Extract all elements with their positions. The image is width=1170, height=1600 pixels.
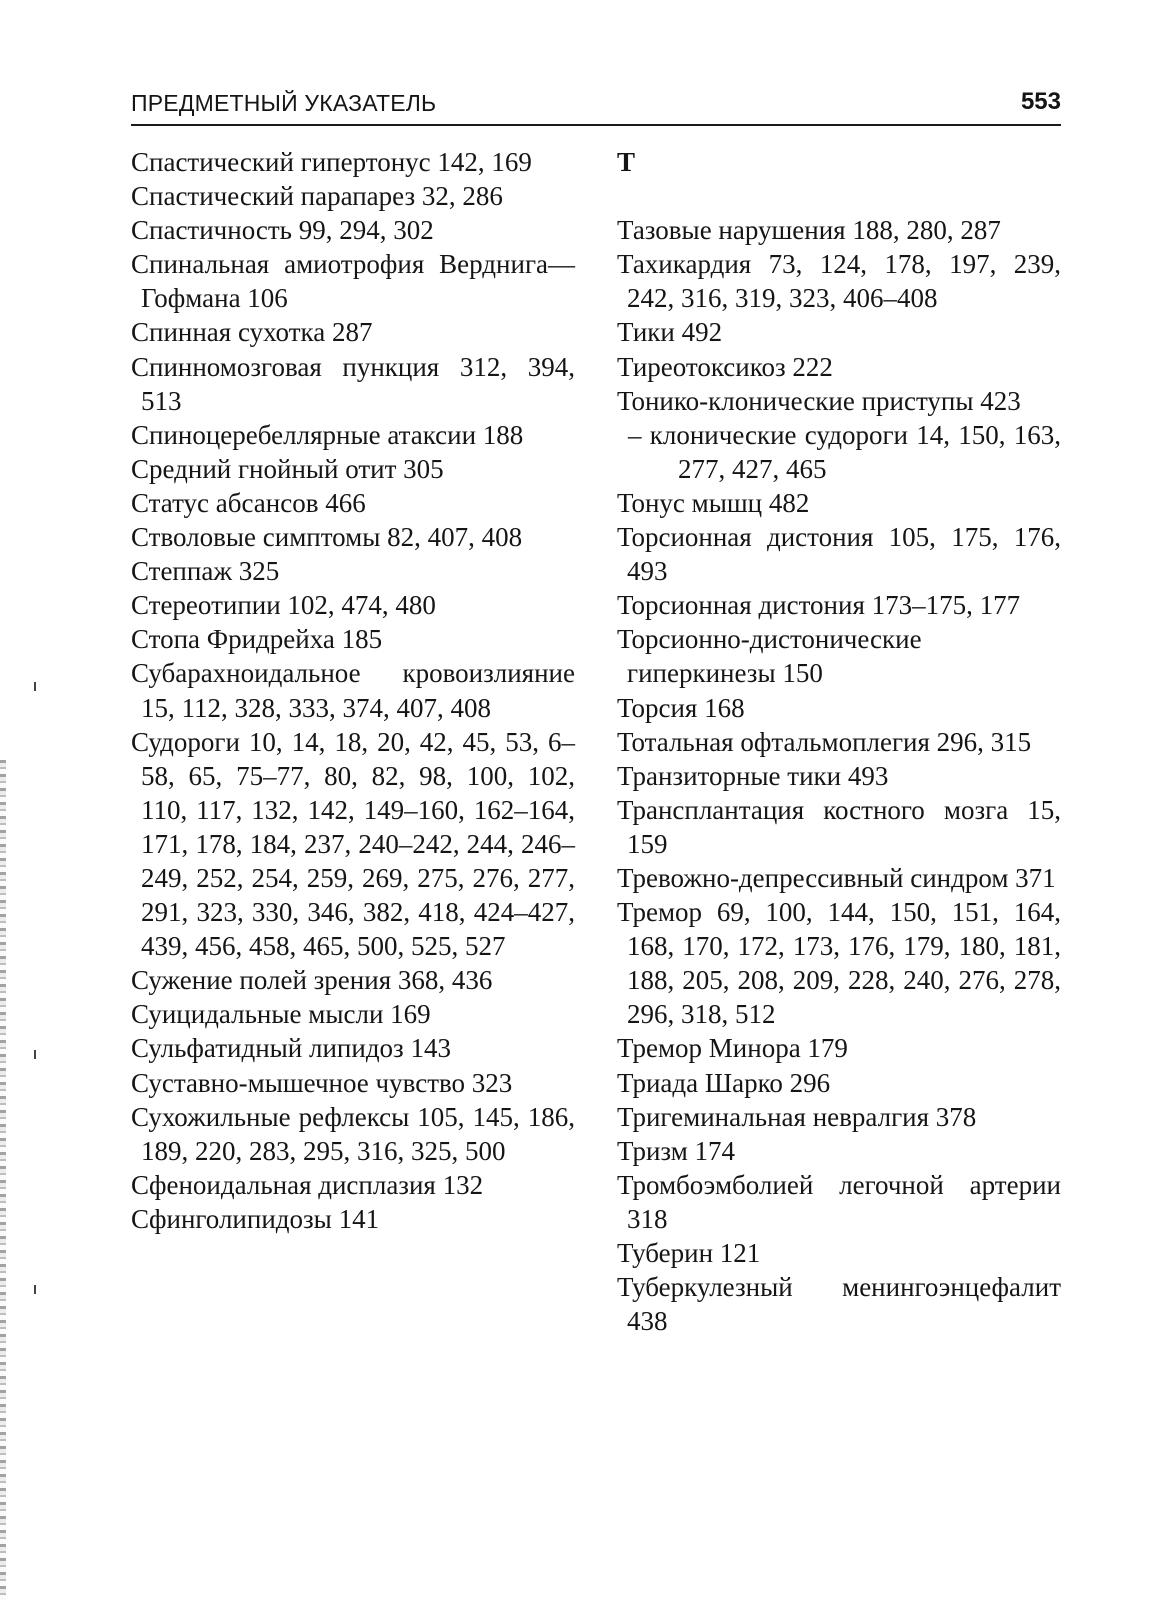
index-entry: Тризм 174 <box>617 1135 736 1166</box>
header-title: ПРЕДМЕТНЫЙ УКАЗАТЕЛЬ <box>131 90 437 116</box>
index-entry: Тонико-клонические приступы 423 <box>617 385 1021 416</box>
index-entry: Сужение полей зрения 368, 436 <box>131 965 493 996</box>
index-subentry: – клонические судороги 14, 150, 163, 277, 427, 465 <box>628 419 1061 484</box>
index-entry: Тахикардия 73, 124, 178, 197, 239, 242, 316, 319, 323, 406–408 <box>617 249 1061 314</box>
index-entry: Тотальная офтальмоплегия 296, 315 <box>617 726 1032 757</box>
index-entry: Сухожильные рефлексы 105, 145, 186, 189, 220, 283, 295, 316, 325, 500 <box>131 1101 575 1166</box>
index-entry: Тики 492 <box>617 317 723 348</box>
index-entry: Спинная сухотка 287 <box>131 317 373 348</box>
running-header <box>131 88 1061 126</box>
index-entry: Спинномозговая пункция 312, 394, 513 <box>131 351 575 416</box>
index-entry: Тромбоэмболией легочной артерии 318 <box>617 1169 1061 1234</box>
index-entry: Туберин 121 <box>617 1238 761 1268</box>
index-entry: Тиреотоксикоз 222 <box>617 351 833 382</box>
index-entry: Сфеноидальная дисплазия 132 <box>131 1169 484 1200</box>
index-entry: Туберкулезный менингоэнцефалит 438 <box>617 1272 1061 1337</box>
index-entry: Сфинголипидозы 141 <box>131 1203 380 1234</box>
index-entry: Тремор Минора 179 <box>617 1033 848 1064</box>
scan-mark <box>34 1285 36 1294</box>
index-entry: Суицидальные мысли 169 <box>131 999 431 1030</box>
scan-mark <box>34 682 36 691</box>
index-entry: Торсионная дистония 173–175, 177 <box>617 590 1021 621</box>
index-entry: Степпаж 325 <box>131 556 280 587</box>
index-entry: Стволовые симптомы 82, 407, 408 <box>131 522 523 553</box>
page-number: 553 <box>1020 88 1061 115</box>
index-entry: Субарахноидальное кровоизлияние 15, 112, 328, 333, 374, 407, 408 <box>131 658 575 723</box>
index-entry: Стопа Фридрейха 185 <box>131 624 383 655</box>
index-entry: Спастический парапарез 32, 286 <box>131 181 503 212</box>
index-entry: Тазовые нарушения 188, 280, 287 <box>617 215 1001 246</box>
index-entry: Тригеминальная невралгия 378 <box>617 1101 977 1132</box>
index-entry: Спастический гипертонус 142, 169 <box>131 147 532 177</box>
index-entry: Торсионно-дистонические гиперкинезы 150 <box>617 624 922 689</box>
index-entry: Спиноцеребеллярные атаксии 188 <box>131 419 524 450</box>
index-entry: Тонус мышц 482 <box>617 487 810 518</box>
index-column-left <box>131 145 575 1236</box>
index-entry: Трансплантация костного мозга 15, 159 <box>617 794 1061 859</box>
scan-mark <box>34 1050 36 1059</box>
index-entry: Средний гнойный отит 305 <box>131 453 444 484</box>
index-entry: Тревожно-депрессивный синдром 371 <box>617 862 1056 893</box>
index-entry: Статус абсансов 466 <box>131 487 366 518</box>
index-entry: Суставно-мышечное чувство 323 <box>131 1067 513 1098</box>
scan-edge-shadow <box>0 760 6 1600</box>
index-entry: Спастичность 99, 294, 302 <box>131 215 434 246</box>
index-entries-right <box>617 213 1061 1338</box>
index-entry: Стереотипии 102, 474, 480 <box>131 590 436 621</box>
index-entry: Торсионная дистония 105, 175, 176, 493 <box>617 522 1061 587</box>
index-entry: Триада Шарко 296 <box>617 1067 831 1098</box>
section-letter: Т <box>617 147 636 177</box>
index-entry: Транзиторные тики 493 <box>617 760 889 791</box>
index-entry: Тремор 69, 100, 144, 150, 151, 164, 168, 170, 172, 173, 176, 179, 180, 181, 188, 205, 208, 209, 228, 240, 276, 278, 296, 318, 512 <box>617 897 1061 1030</box>
index-entry: Торсия 168 <box>617 692 745 723</box>
index-column-right <box>617 145 1061 1338</box>
index-entry: Судороги 10, 14, 18, 20, 42, 45, 53, 6–58, 65, 75–77, 80, 82, 98, 100, 102, 110, 117, 132, 142, 149–160, 162–164, 171, 178, 184, 237, 240–242, 244, 246–249, 252, 254, 259, 269, 275, 276, 277, 291, 323, 330, 346, 382, 418, 424–427, 439, 456, 458, 465, 500, 525, 527 <box>131 726 575 962</box>
index-entry: Сульфатидный липидоз 143 <box>131 1033 451 1064</box>
index-entry: Спинальная амиотрофия Верднига—Гофмана 106 <box>131 249 575 314</box>
